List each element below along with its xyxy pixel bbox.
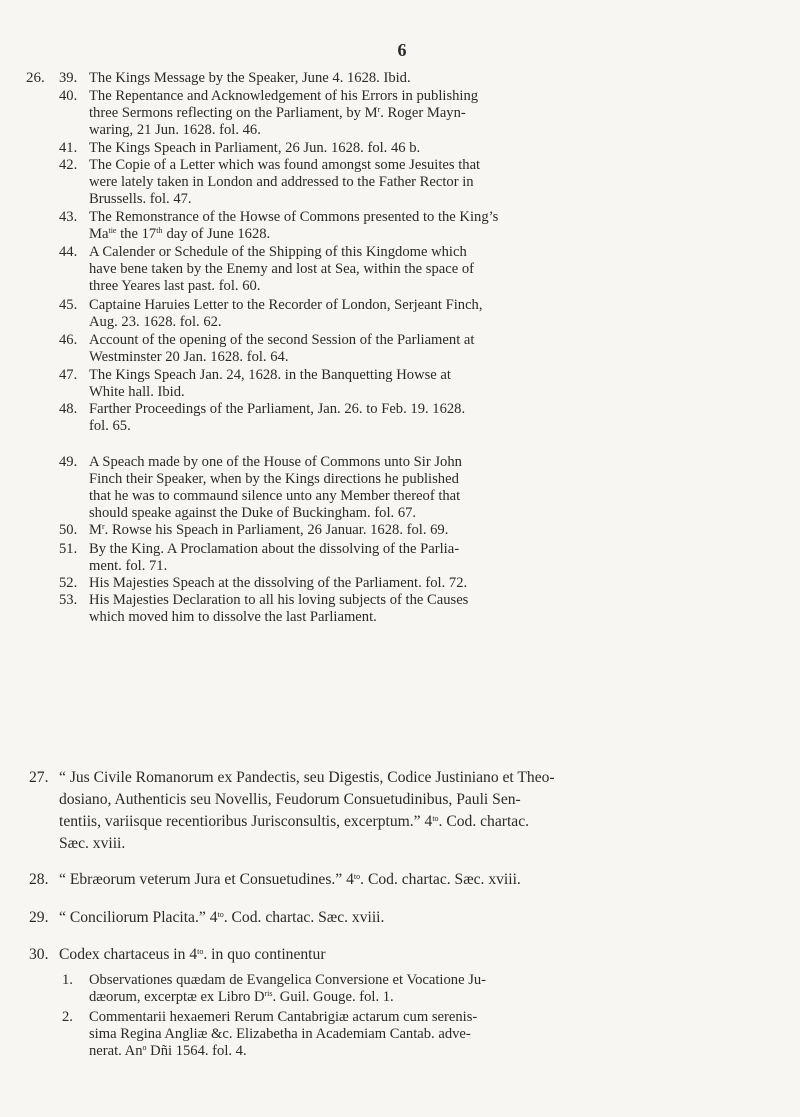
list-item bbox=[59, 522, 689, 539]
item-number: 50. bbox=[59, 522, 78, 538]
item-line: The Copie of a Letter which was found amongst some Jesuites that bbox=[89, 157, 481, 173]
item-number: 42. bbox=[59, 157, 78, 173]
list-item bbox=[59, 575, 689, 592]
item-line: three Yeares last past. fol. 60. bbox=[89, 278, 261, 294]
item-line: The Remonstrance of the Howse of Commons presented to the King’s bbox=[89, 209, 499, 225]
list-item bbox=[59, 592, 689, 626]
section-26-number: 26. bbox=[26, 70, 45, 86]
item-number: 1. bbox=[62, 972, 73, 988]
item-number: 48. bbox=[59, 401, 78, 417]
item-number: 39. bbox=[59, 70, 78, 86]
list-item bbox=[59, 157, 689, 208]
item-line: Captaine Haruies Letter to the Recorder of London, Serjeant Finch, bbox=[89, 297, 483, 313]
section-27-line-1: “ Jus Civile Romanorum ex Pandectis, seu Digestis, Codice Justiniano et Theo- bbox=[59, 769, 555, 786]
item-line: that he was to commaund silence unto any Member thereof that bbox=[89, 488, 461, 504]
item-line: ment. fol. 71. bbox=[89, 558, 168, 574]
item-line: White hall. Ibid. bbox=[89, 384, 185, 400]
section-30-items bbox=[62, 972, 709, 1060]
list-item bbox=[59, 332, 689, 366]
item-number: 49. bbox=[59, 454, 78, 470]
item-line: Brussells. fol. 47. bbox=[89, 191, 192, 207]
list-item bbox=[59, 401, 689, 435]
item-line: Commentarii hexaemeri Rerum Cantabrigiæ actarum cum serenis- bbox=[89, 1009, 478, 1025]
item-line: The Kings Speach in Parliament, 26 Jun. 1628. fol. 46 b. bbox=[89, 140, 421, 156]
item-line: three Sermons reflecting on the Parliament, by $M^r$. Roger Mayn- bbox=[89, 105, 466, 121]
item-line: The Repentance and Acknowledgement of his Errors in publishing bbox=[89, 88, 479, 104]
item-number: 40. bbox=[59, 88, 78, 104]
item-number: 41. bbox=[59, 140, 78, 156]
item-line: dæorum, excerptæ ex Libro $D^{ris}$. Guil. Gouge. fol. 1. bbox=[89, 989, 394, 1005]
section-27-text bbox=[59, 767, 759, 855]
item-line: waring, 21 Jun. 1628. fol. 46. bbox=[89, 122, 261, 138]
item-line: have bene taken by the Enemy and lost at Sea, within the space of bbox=[89, 261, 474, 277]
list-item bbox=[59, 88, 689, 139]
section-27-line-3: tentiis, variisque recentioribus Jurisconsultis, excerptum.” $4^{to}$. Cod. chartac. bbox=[59, 813, 530, 830]
list-item bbox=[59, 541, 689, 575]
list-item bbox=[59, 297, 689, 331]
section-27-line-4: Sæc. xviii. bbox=[59, 835, 126, 852]
item-line: Farther Proceedings of the Parliament, Jan. 26. to Feb. 19. 1628. bbox=[89, 401, 466, 417]
item-line: Finch their Speaker, when by the Kings directions he published bbox=[89, 471, 459, 487]
item-number: 44. bbox=[59, 244, 78, 260]
item-line: Account of the opening of the second Session of the Parliament at bbox=[89, 332, 475, 348]
item-line: Westminster 20 Jan. 1628. fol. 64. bbox=[89, 349, 289, 365]
item-line: A Speach made by one of the House of Commons unto Sir John bbox=[89, 454, 462, 470]
item-line: By the King. A Proclamation about the dissolving of the Parlia- bbox=[89, 541, 460, 557]
list-item bbox=[59, 140, 689, 157]
section-29-text: “ Conciliorum Placita.” $4^{to}$. Cod. chartac. Sæc. xviii. bbox=[59, 909, 385, 926]
section-28-number: 28. bbox=[29, 871, 49, 888]
item-number: 43. bbox=[59, 209, 78, 225]
item-line: His Majesties Speach at the dissolving of the Parliament. fol. 72. bbox=[89, 575, 468, 591]
section-27-number: 27. bbox=[29, 769, 49, 786]
item-number: 53. bbox=[59, 592, 78, 608]
item-line: fol. 65. bbox=[89, 418, 131, 434]
item-number: 46. bbox=[59, 332, 78, 348]
section-26-list bbox=[59, 70, 689, 760]
item-line: were lately taken in London and addressed to the Father Rector in bbox=[89, 174, 474, 190]
item-line: The Kings Speach Jan. 24, 1628. in the Banquetting Howse at bbox=[89, 367, 451, 383]
section-30-number: 30. bbox=[29, 946, 49, 963]
section-27-line-2: dosiano, Authenticis seu Novellis, Feudorum Consuetudinibus, Pauli Sen- bbox=[59, 791, 521, 808]
item-line: sima Regina Angliæ &c. Elizabetha in Academiam Cantab. adve- bbox=[89, 1026, 471, 1042]
item-line: nerat. An$^o$ Dñi 1564. fol. 4. bbox=[89, 1043, 247, 1059]
item-number: 45. bbox=[59, 297, 78, 313]
item-number: 2. bbox=[62, 1009, 73, 1025]
item-line: $Ma^{tie}$ the 17th day of June 1628. bbox=[89, 226, 271, 242]
item-line: A Calender or Schedule of the Shipping of this Kingdome which bbox=[89, 244, 467, 260]
item-line: should speake against the Duke of Buckingham. fol. 67. bbox=[89, 505, 417, 521]
item-line: Observationes quædam de Evangelica Conversione et Vocatione Ju- bbox=[89, 972, 487, 988]
section-28-text: “ Ebræorum veterum Jura et Consuetudines.” $4^{to}$. Cod. chartac. Sæc. xviii. bbox=[59, 871, 521, 888]
list-item bbox=[59, 70, 689, 87]
section-29-number: 29. bbox=[29, 909, 49, 926]
item-number: 47. bbox=[59, 367, 78, 383]
page-number: 6 bbox=[397, 40, 407, 60]
section-30-text: Codex chartaceus in $4^{to}$. in quo continentur bbox=[59, 946, 326, 963]
list-item bbox=[62, 1009, 709, 1060]
list-item bbox=[59, 367, 689, 401]
list-item bbox=[62, 972, 709, 1006]
item-line: which moved him to dissolve the last Parliament. bbox=[89, 609, 377, 625]
list-item bbox=[59, 209, 689, 243]
item-number: 52. bbox=[59, 575, 78, 591]
item-number: 51. bbox=[59, 541, 78, 557]
item-line: His Majesties Declaration to all his loving subjects of the Causes bbox=[89, 592, 469, 608]
list-item bbox=[59, 454, 689, 522]
item-line: Aug. 23. 1628. fol. 62. bbox=[89, 314, 222, 330]
item-line: The Kings Message by the Speaker, June 4. 1628. Ibid. bbox=[89, 70, 411, 86]
list-item bbox=[59, 244, 689, 295]
item-line: $M^r$. Rowse his Speach in Parliament, 26 Januar. 1628. fol. 69. bbox=[89, 522, 449, 538]
